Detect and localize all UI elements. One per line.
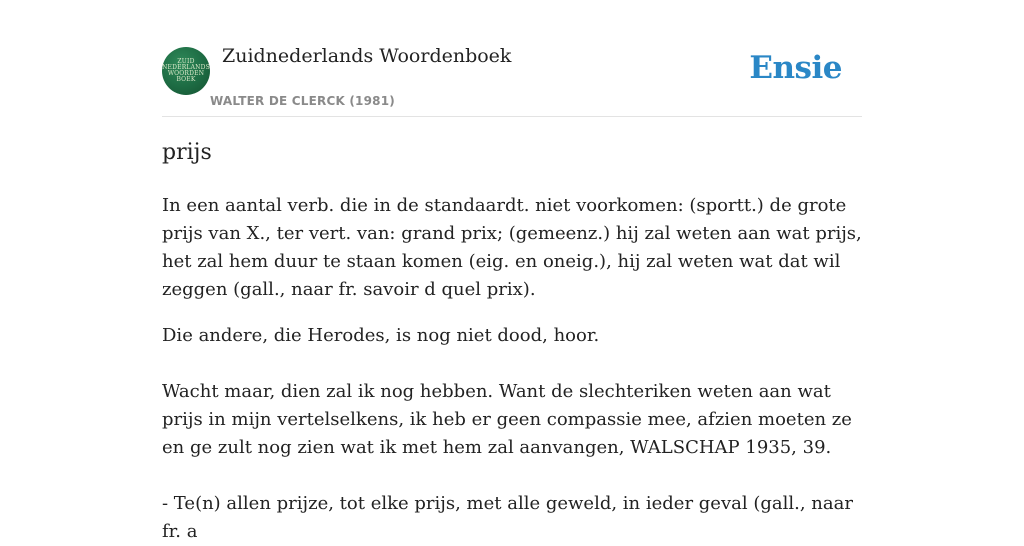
entry-definition: - Te(n) allen prijze, tot elke prijs, met alle geweld, in ieder geval (gall., naar fr. a [162,493,853,542]
entry-definition: In een aantal verb. die in de standaardt. niet voorkomen: (sportt.) de grote prijs van X., ter vert. van: grand prix; (gemeenz.) hij zal weten aan wat prijs, het zal hem duur te staan komen (eig. en oneig.), hij zal weten wat dat wil zeggen (gall., naar fr. savoir d quel prix). [162,195,862,300]
entry-headword: prijs [162,140,212,165]
entry-quote: Die andere, die Herodes, is nog niet dood, hoor. [162,325,600,346]
page-header [162,40,862,117]
entry-quote: Wacht maar, dien zal ik nog hebben. Want de slechteriken weten aan wat prijs in mijn vertelselkens, ik heb er geen compassie mee, afzien moeten ze en ge zult nog zien wat ik met hem zal aanvangen, WALSCHAP 1935, 39. [162,381,852,458]
dictionary-logo[interactable] [162,47,210,95]
logo-line: WOORDEN [167,70,205,77]
ensie-brand-link[interactable]: Ensie [749,50,842,86]
dictionary-title[interactable]: Zuidnederlands Woordenboek [222,45,512,67]
entry-body [162,192,862,546]
logo-line: NEDERLANDS [162,64,210,71]
logo-line: BOEK [176,76,196,83]
dictionary-author: WALTER DE CLERCK (1981) [210,94,395,108]
logo-line: ZUID [177,58,195,65]
